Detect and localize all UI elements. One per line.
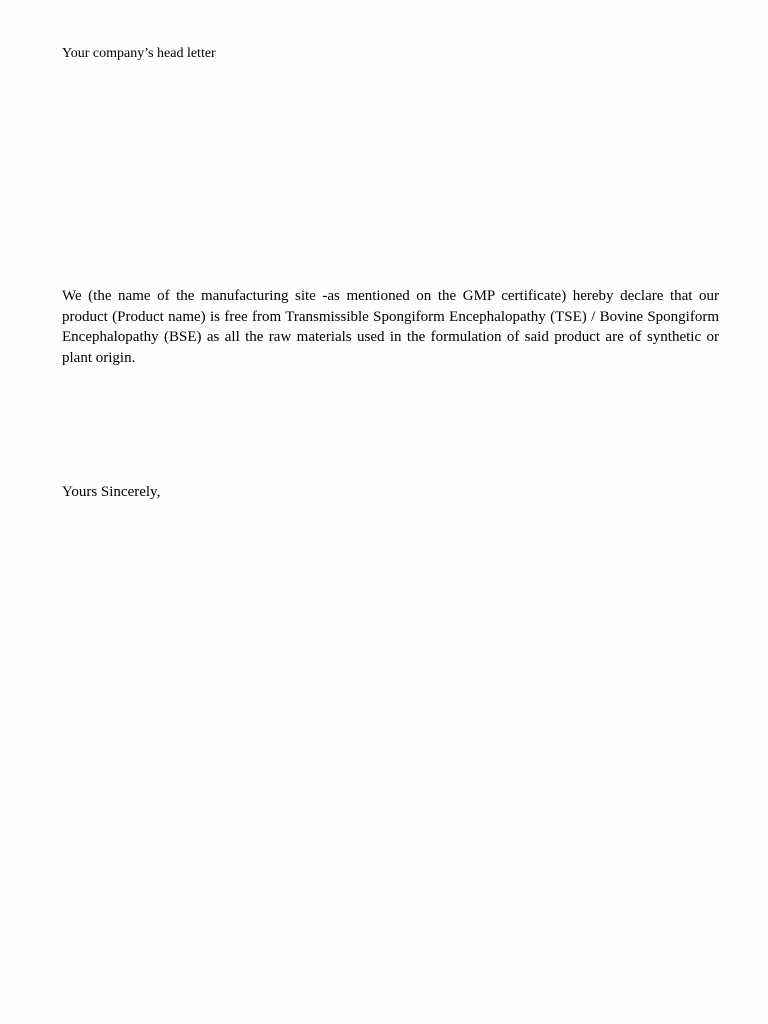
closing-salutation: Yours Sincerely, bbox=[62, 484, 161, 500]
letterhead-placeholder: Your company’s head letter bbox=[62, 46, 216, 61]
declaration-paragraph: We (the name of the manufacturing site -as mentioned on the GMP certificate) hereby declare that our product (Product name) is free from Transmissible Spongiform Encephalopathy (TSE) / Bovine Spongiform Encephalopathy (BSE) as all the raw materials used in the formulation of said product are of synthetic or plant origin. bbox=[62, 288, 719, 366]
